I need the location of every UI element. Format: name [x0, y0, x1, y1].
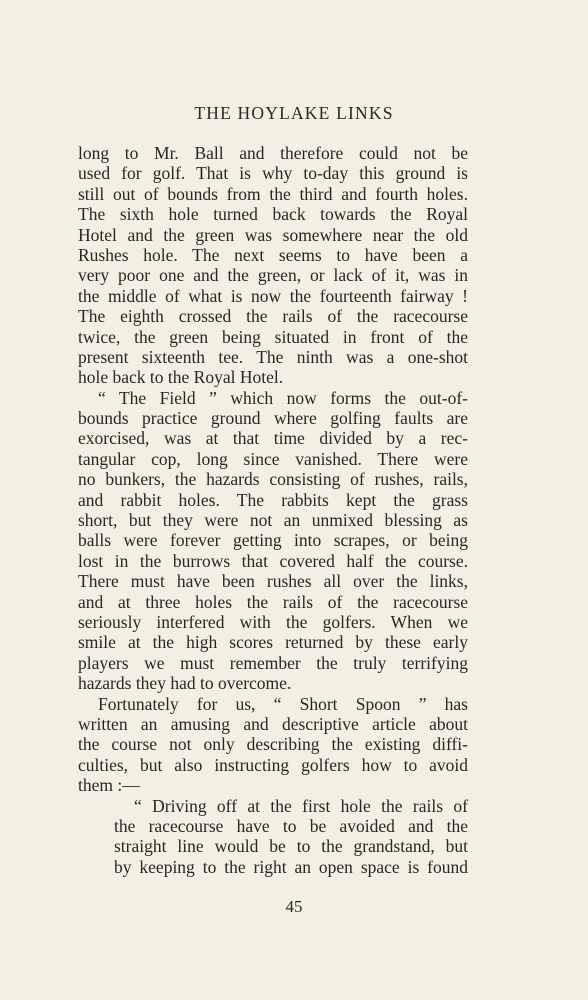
text-line: the course not only describing the existing diffi-: [78, 734, 468, 755]
text-line: “ The Field ” which now forms the out-of-: [98, 387, 468, 408]
text-line: written an amusing and descriptive article about: [78, 713, 468, 734]
text-line: smile at the high scores returned by these early: [78, 632, 468, 653]
text-line: exorcised, was at that time divided by a rec-: [78, 428, 468, 449]
text-line: used for golf. That is why to-day this ground is: [78, 163, 468, 184]
text-line: very poor one and the green, or lack of it, was in: [78, 265, 468, 286]
text-line: and rabbit holes. The rabbits kept the grass: [78, 489, 468, 510]
page-number: 45: [285, 897, 303, 916]
text-line: “ Driving off at the first hole the rails of: [134, 795, 468, 816]
text-line: players we must remember the truly terrifying: [78, 652, 468, 673]
text-line: present sixteenth tee. The ninth was a one-shot: [78, 346, 468, 367]
text-line: hazards they had to overcome.: [78, 673, 292, 694]
text-line: Rushes hole. The next seems to have been a: [78, 244, 468, 265]
block-quotation: [114, 796, 468, 878]
text-line: by keeping to the right an open space is found: [114, 856, 468, 877]
text-line: long to Mr. Ball and therefore could not be: [78, 143, 468, 163]
paragraph-2: [78, 388, 468, 694]
paragraph-3: [78, 694, 468, 796]
running-title: THE HOYLAKE LINKS: [194, 103, 394, 123]
text-line: Hotel and the green was somewhere near the old: [78, 224, 468, 245]
text-line: culties, but also instructing golfers how to avoid: [78, 754, 468, 775]
text-line: The sixth hole turned back towards the Royal: [78, 204, 468, 225]
text-line: straight line would be to the grandstand, but: [114, 836, 468, 857]
text-line: hole back to the Royal Hotel.: [78, 367, 284, 388]
body-text: [78, 143, 468, 877]
text-line: still out of bounds from the third and fourth holes.: [78, 183, 468, 204]
text-line: seriously interfered with the golfers. When we: [78, 611, 468, 632]
text-line: The eighth crossed the rails of the racecourse: [78, 306, 468, 327]
text-line: balls were forever getting into scrapes, or being: [78, 530, 468, 551]
text-line: There must have been rushes all over the links,: [78, 571, 468, 592]
text-line: short, but they were not an unmixed blessing as: [78, 510, 468, 531]
text-line: twice, the green being situated in front of the: [78, 326, 468, 347]
text-line: the racecourse have to be avoided and the: [114, 815, 468, 836]
text-line: and at three holes the rails of the racecourse: [78, 591, 468, 612]
text-line: tangular cop, long since vanished. There were: [78, 448, 468, 469]
text-line: them :—: [78, 775, 140, 796]
text-line: lost in the burrows that covered half the course.: [78, 550, 468, 571]
text-line: the middle of what is now the fourteenth fairway !: [78, 285, 468, 306]
text-line: Fortunately for us, “ Short Spoon ” has: [98, 693, 468, 714]
paragraph-1: [78, 143, 468, 388]
text-line: no bunkers, the hazards consisting of rushes, rails,: [78, 469, 468, 490]
text-line: bounds practice ground where golfing faults are: [78, 408, 468, 429]
